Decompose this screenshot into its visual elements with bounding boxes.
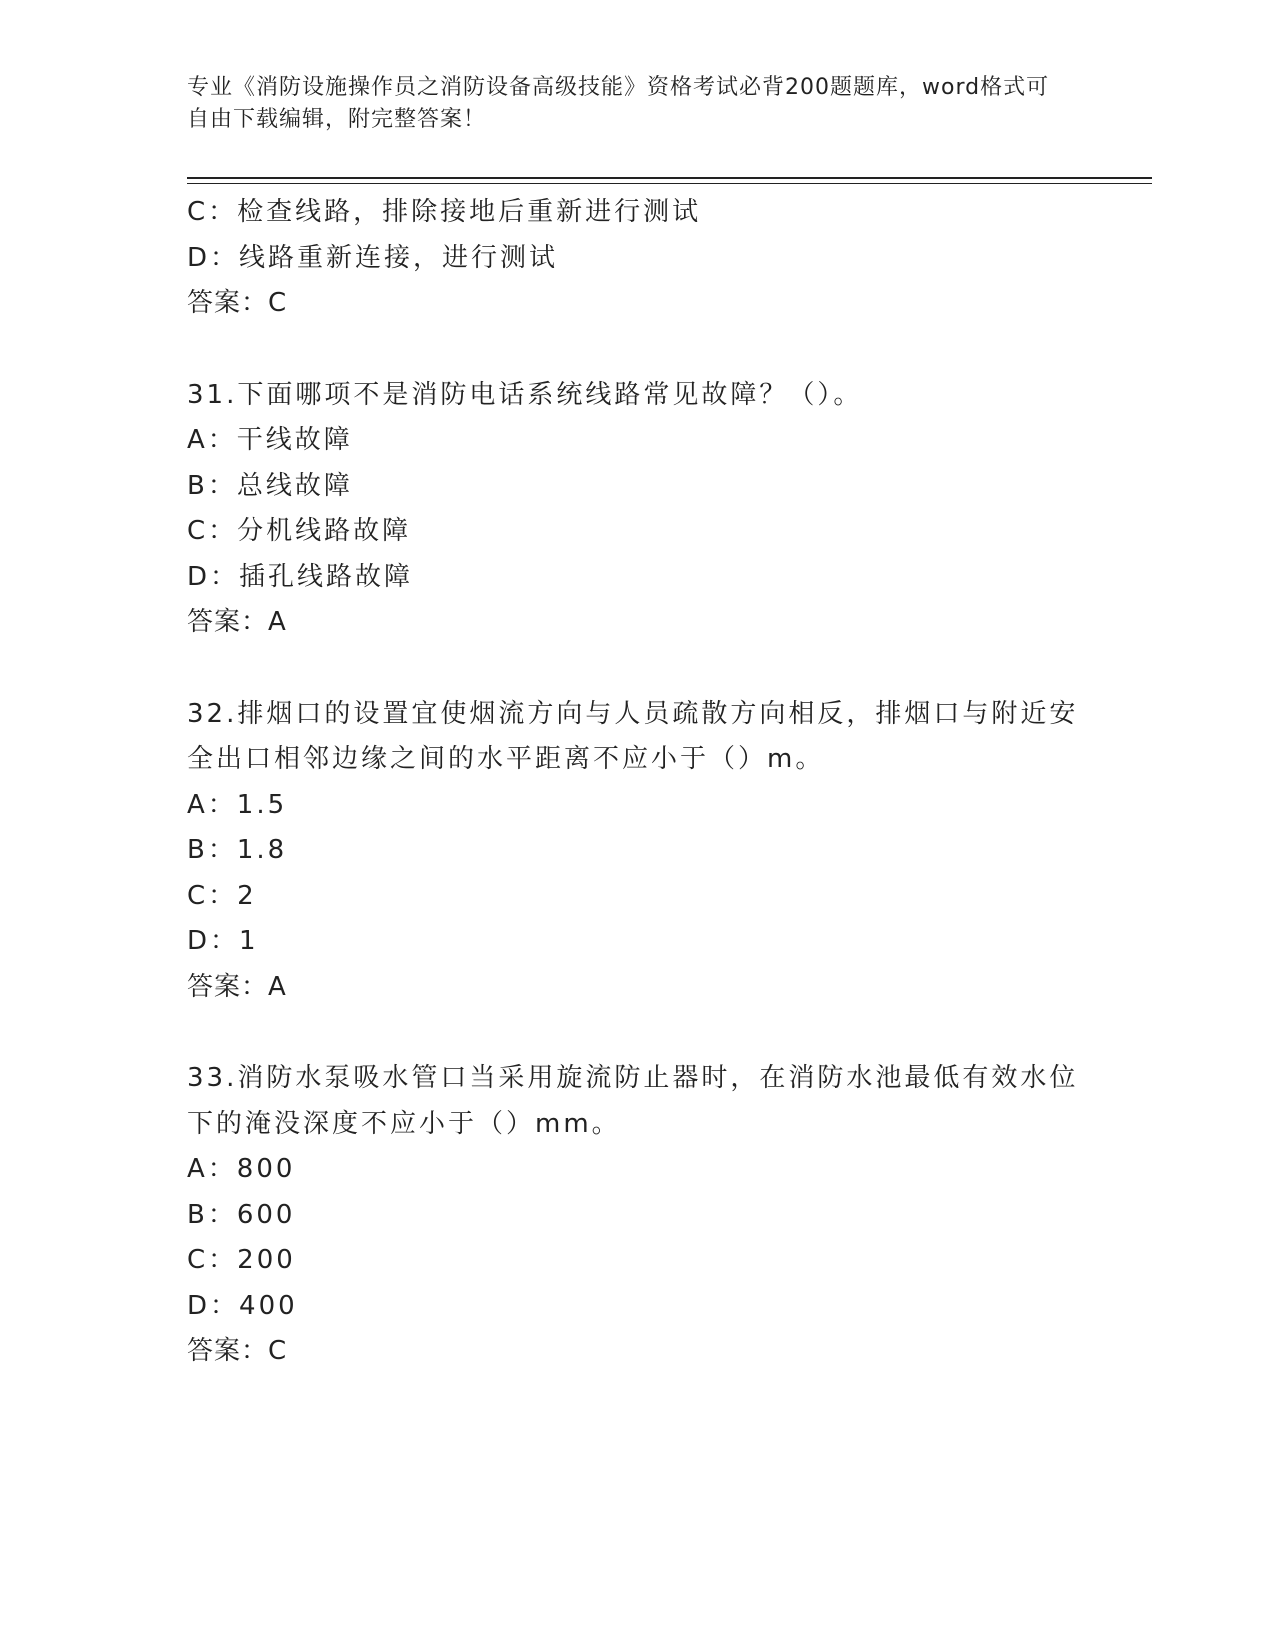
spacer [187, 646, 1087, 692]
option-b: B：1.8 [187, 835, 288, 865]
option-a: A：干线故障 [187, 425, 353, 455]
document-header [187, 72, 1067, 136]
option-d: D：线路重新连接，进行测试 [187, 242, 559, 273]
option-c: C：分机线路故障 [187, 516, 412, 546]
answer-line: 答案：A [187, 607, 287, 637]
option-d: D：1 [187, 926, 259, 956]
option-c: C：200 [187, 1245, 296, 1275]
option-b: B：总线故障 [187, 470, 353, 501]
option-c: C：检查线路，排除接地后重新进行测试 [187, 197, 702, 227]
spacer [187, 1010, 1087, 1056]
header-divider-thin [187, 183, 1152, 184]
question-33 [187, 1056, 1087, 1375]
option-a: A：1.5 [187, 789, 288, 820]
spacer [187, 327, 1087, 373]
question-list [187, 190, 1087, 1375]
question-stem: 33.消防水泵吸水管口当采用旋流防止器时，在消防水池最低有效水位下的淹没深度不应小于（）mm。 [187, 1063, 1079, 1139]
document-title: 专业《消防设施操作员之消防设备高级技能》资格考试必背200题题库，word格式可自由下载编辑，附完整答案！ [187, 75, 1050, 132]
question-stem: 32.排烟口的设置宜使烟流方向与人员疏散方向相反，排烟口与附近安全出口相邻边缘之间的水平距离不应小于（）m。 [187, 698, 1079, 774]
question-32 [187, 692, 1087, 1011]
option-c: C：2 [187, 880, 257, 911]
option-b: B：600 [187, 1199, 296, 1230]
option-d: D：400 [187, 1290, 298, 1321]
previous-question-tail [187, 190, 1087, 327]
answer-line: 答案：C [187, 288, 288, 318]
answer-line: 答案：A [187, 971, 287, 1002]
question-stem: 31.下面哪项不是消防电话系统线路常见故障？（）。 [187, 379, 863, 410]
question-31 [187, 373, 1087, 646]
option-d: D：插孔线路故障 [187, 561, 414, 592]
option-a: A：800 [187, 1154, 296, 1184]
header-divider-thick [187, 177, 1152, 179]
answer-line: 答案：C [187, 1336, 288, 1366]
